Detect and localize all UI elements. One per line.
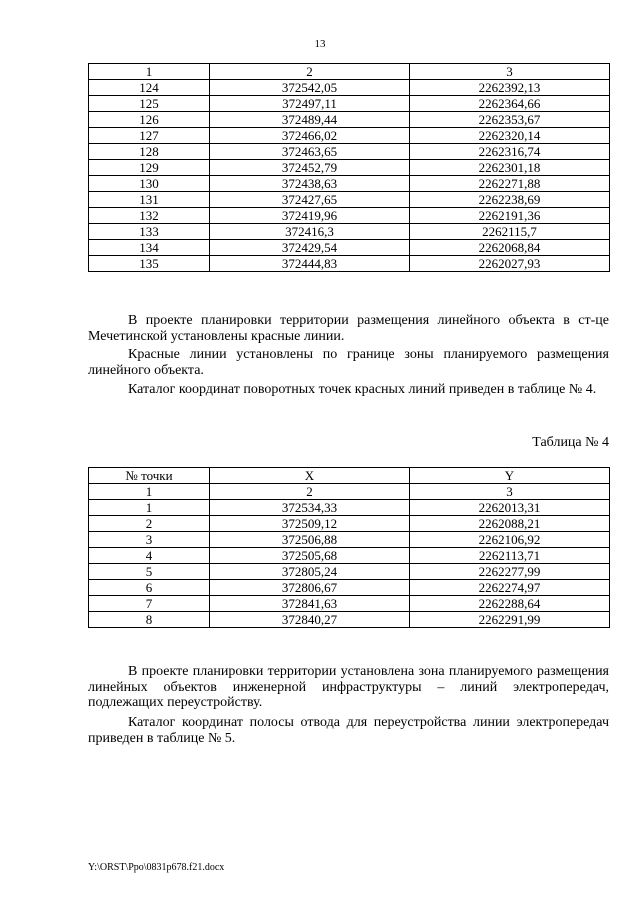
x-coordinate-cell: 372806,67 xyxy=(210,580,410,596)
y-coordinate-cell: 2262288,64 xyxy=(410,596,610,612)
y-coordinate-cell: 2262277,99 xyxy=(410,564,610,580)
table-header-row xyxy=(89,468,610,484)
x-coordinate-cell: 372466,02 xyxy=(210,128,410,144)
point-number-cell: 5 xyxy=(89,564,210,580)
point-number-cell: 8 xyxy=(89,612,210,628)
point-number-cell: 130 xyxy=(89,176,210,192)
table-row xyxy=(89,516,610,532)
paragraph-utility-zone: В проекте планировки территории установлена зона планируемого размещения линейных объектов инженерной инфраструктуры – линий электропередач, подлежащих переустройству. xyxy=(88,664,609,710)
paragraph-red-lines-intro: В проекте планировки территории размещения линейного объекта в ст-це Мечетинской установлены красные линии. xyxy=(88,313,609,344)
point-number-cell: 6 xyxy=(89,580,210,596)
table-row xyxy=(89,240,610,256)
x-coordinate-cell: 372489,44 xyxy=(210,112,410,128)
point-number-cell: 1 xyxy=(89,500,210,516)
paragraph-catalog-table4: Каталог координат поворотных точек красных линий приведен в таблице № 4. xyxy=(128,382,597,397)
table-row xyxy=(89,144,610,160)
point-number-cell: 3 xyxy=(89,532,210,548)
table-row xyxy=(89,500,610,516)
y-coordinate-cell: 2262106,92 xyxy=(410,532,610,548)
point-number-cell: 124 xyxy=(89,80,210,96)
x-coordinate-cell: 372841,63 xyxy=(210,596,410,612)
y-coordinate-cell: 2262088,21 xyxy=(410,516,610,532)
table-row xyxy=(89,176,610,192)
x-coordinate-cell: 2 xyxy=(210,64,410,80)
point-number-cell: 7 xyxy=(89,596,210,612)
x-coordinate-cell: 372840,27 xyxy=(210,612,410,628)
y-coordinate-cell: 2262301,18 xyxy=(410,160,610,176)
point-number-cell: 1 xyxy=(89,64,210,80)
point-number-cell: № точки xyxy=(89,468,210,484)
point-number-cell: 129 xyxy=(89,160,210,176)
point-number-cell: 131 xyxy=(89,192,210,208)
table-row xyxy=(89,160,610,176)
point-number-cell: 126 xyxy=(89,112,210,128)
point-number-cell: 128 xyxy=(89,144,210,160)
y-coordinate-cell: 2262291,99 xyxy=(410,612,610,628)
point-number-cell: 4 xyxy=(89,548,210,564)
table-header-row xyxy=(89,64,610,80)
y-coordinate-cell: 2262364,66 xyxy=(410,96,610,112)
x-coordinate-cell: 372506,88 xyxy=(210,532,410,548)
table-4-caption: Таблица № 4 xyxy=(532,435,609,450)
y-coordinate-cell: Y xyxy=(410,468,610,484)
x-coordinate-cell: 372438,63 xyxy=(210,176,410,192)
x-coordinate-cell: 372429,54 xyxy=(210,240,410,256)
point-number-cell: 125 xyxy=(89,96,210,112)
x-coordinate-cell: 372463,65 xyxy=(210,144,410,160)
point-number-cell: 2 xyxy=(89,516,210,532)
y-coordinate-cell: 2262320,14 xyxy=(410,128,610,144)
y-coordinate-cell: 2262068,84 xyxy=(410,240,610,256)
x-coordinate-cell: 2 xyxy=(210,484,410,500)
x-coordinate-cell: 372542,05 xyxy=(210,80,410,96)
x-coordinate-cell: 372534,33 xyxy=(210,500,410,516)
x-coordinate-cell: 372805,24 xyxy=(210,564,410,580)
table-row xyxy=(89,224,610,240)
y-coordinate-cell: 2262115,7 xyxy=(410,224,610,240)
table-row xyxy=(89,208,610,224)
point-number-cell: 1 xyxy=(89,484,210,500)
point-number-cell: 132 xyxy=(89,208,210,224)
table-column-number-row xyxy=(89,484,610,500)
coordinates-table-continued xyxy=(88,63,610,272)
x-coordinate-cell: 372427,65 xyxy=(210,192,410,208)
x-coordinate-cell: 372444,83 xyxy=(210,256,410,272)
paragraph-red-lines-boundary: Красные линии установлены по границе зоны планируемого размещения линейного объекта. xyxy=(88,347,609,378)
x-coordinate-cell: 372416,3 xyxy=(210,224,410,240)
table-row xyxy=(89,96,610,112)
x-coordinate-cell: X xyxy=(210,468,410,484)
table-row xyxy=(89,80,610,96)
paragraph-catalog-table5: Каталог координат полосы отвода для переустройства линии электропередач приведен в таблице № 5. xyxy=(88,715,609,746)
y-coordinate-cell: 2262316,74 xyxy=(410,144,610,160)
x-coordinate-cell: 372419,96 xyxy=(210,208,410,224)
x-coordinate-cell: 372452,79 xyxy=(210,160,410,176)
x-coordinate-cell: 372497,11 xyxy=(210,96,410,112)
point-number-cell: 133 xyxy=(89,224,210,240)
point-number-cell: 134 xyxy=(89,240,210,256)
page-number: 13 xyxy=(314,38,326,50)
point-number-cell: 135 xyxy=(89,256,210,272)
table-row xyxy=(89,596,610,612)
table-row xyxy=(89,580,610,596)
y-coordinate-cell: 2262271,88 xyxy=(410,176,610,192)
y-coordinate-cell: 2262353,67 xyxy=(410,112,610,128)
table-row xyxy=(89,532,610,548)
table-row xyxy=(89,192,610,208)
y-coordinate-cell: 2262113,71 xyxy=(410,548,610,564)
y-coordinate-cell: 3 xyxy=(410,484,610,500)
x-coordinate-cell: 372505,68 xyxy=(210,548,410,564)
table-row xyxy=(89,612,610,628)
y-coordinate-cell: 2262027,93 xyxy=(410,256,610,272)
y-coordinate-cell: 2262392,13 xyxy=(410,80,610,96)
table-row xyxy=(89,548,610,564)
table-row xyxy=(89,112,610,128)
y-coordinate-cell: 2262238,69 xyxy=(410,192,610,208)
table-row xyxy=(89,256,610,272)
document-file-path: Y:\ORST\Ppo\0831p678.f21.docx xyxy=(88,862,225,873)
y-coordinate-cell: 3 xyxy=(410,64,610,80)
x-coordinate-cell: 372509,12 xyxy=(210,516,410,532)
table-row xyxy=(89,564,610,580)
point-number-cell: 127 xyxy=(89,128,210,144)
y-coordinate-cell: 2262013,31 xyxy=(410,500,610,516)
table-row xyxy=(89,128,610,144)
y-coordinate-cell: 2262191,36 xyxy=(410,208,610,224)
table-4-red-line-coordinates xyxy=(88,467,610,628)
y-coordinate-cell: 2262274,97 xyxy=(410,580,610,596)
